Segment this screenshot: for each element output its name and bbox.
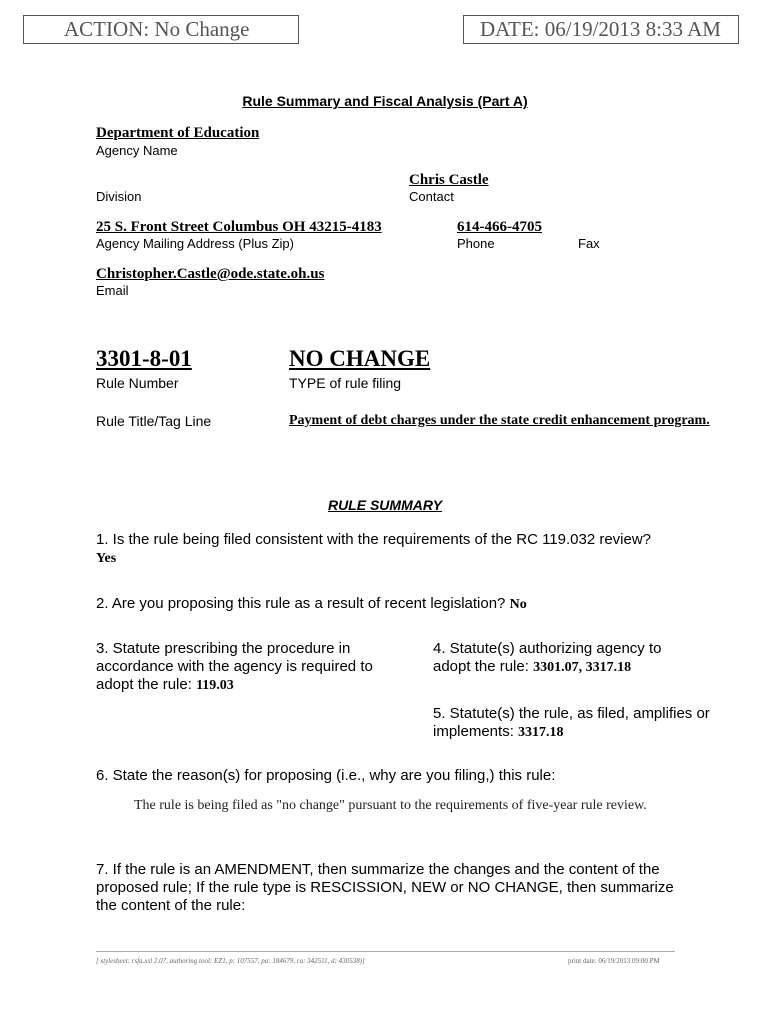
rule-title-label: Rule Title/Tag Line [96,413,212,429]
question-7: 7. If the rule is an AMENDMENT, then summarize the changes and the content of the proposed rule; If the rule type is RESCISSION, NEW or NO CHANGE, then summarize the content of the rule: [96,861,674,914]
question-6: 6. State the reason(s) for proposing (i.e., why are you filing,) this rule: [96,767,556,784]
question-3-text: 3. Statute prescribing the procedure in accordance with the agency is required to adopt the rule: [96,640,373,693]
form-title: Rule Summary and Fiscal Analysis (Part A) [242,93,528,109]
agency-name-value: Department of Education [96,125,260,141]
date-text: DATE: 06/19/2013 8:33 AM [480,17,721,41]
question-5-text: 5. Statute(s) the rule, as filed, amplifies or implements: [433,705,710,740]
contact-label: Contact [409,189,454,204]
address-label: Agency Mailing Address (Plus Zip) [96,236,294,251]
answer-1: Yes [96,551,117,566]
email-label: Email [96,283,129,298]
rule-number-label: Rule Number [96,375,179,391]
phone-value: 614-466-4705 [457,219,542,235]
question-2 [96,595,716,614]
footer-stylesheet-info: [ stylesheet: rsfa.xsl 2.07, authoring tool: EZ1, p: 107557, pa: 184679, ra: 342511, d: 430538)] [96,957,365,965]
question-4-text: 4. Statute(s) authorizing agency to adopt the rule: [433,640,662,675]
answer-5: 3317.18 [518,725,564,740]
action-stamp [23,15,299,44]
question-1-text: 1. Is the rule being filed consistent with the requirements of the RC 119.032 review? [96,531,652,548]
filing-type-label: TYPE of rule filing [289,375,402,391]
question-5 [433,705,733,742]
question-1 [96,531,656,568]
filing-type-value: NO CHANGE [289,346,431,371]
footer-print-date: print date: 06/19/2013 09:00 PM [568,957,660,965]
phone-label: Phone [457,236,495,251]
address-value: 25 S. Front Street Columbus OH 43215-4183 [96,219,382,235]
rule-summary-heading: RULE SUMMARY [327,497,443,513]
rule-title-value: Payment of debt charges under the state credit enhancement program. [289,413,710,428]
date-stamp [463,15,739,44]
contact-value: Chris Castle [409,172,489,188]
action-text: ACTION: No Change [64,17,250,41]
footer-divider [96,951,675,952]
rule-number-value: 3301-8-01 [96,346,192,371]
answer-2: No [509,597,527,612]
email-value: Christopher.Castle@ode.state.oh.us [96,266,325,282]
division-label: Division [96,189,142,204]
answer-4: 3301.07, 3317.18 [533,660,632,675]
question-3 [96,640,388,695]
agency-name-label: Agency Name [96,143,178,158]
answer-3: 119.03 [196,678,234,693]
question-4 [433,640,698,677]
answer-6: The rule is being filed as "no change" pursuant to the requirements of five-year rule review. [134,798,647,813]
fax-label: Fax [578,236,600,251]
question-2-text: 2. Are you proposing this rule as a result of recent legislation? [96,595,506,612]
